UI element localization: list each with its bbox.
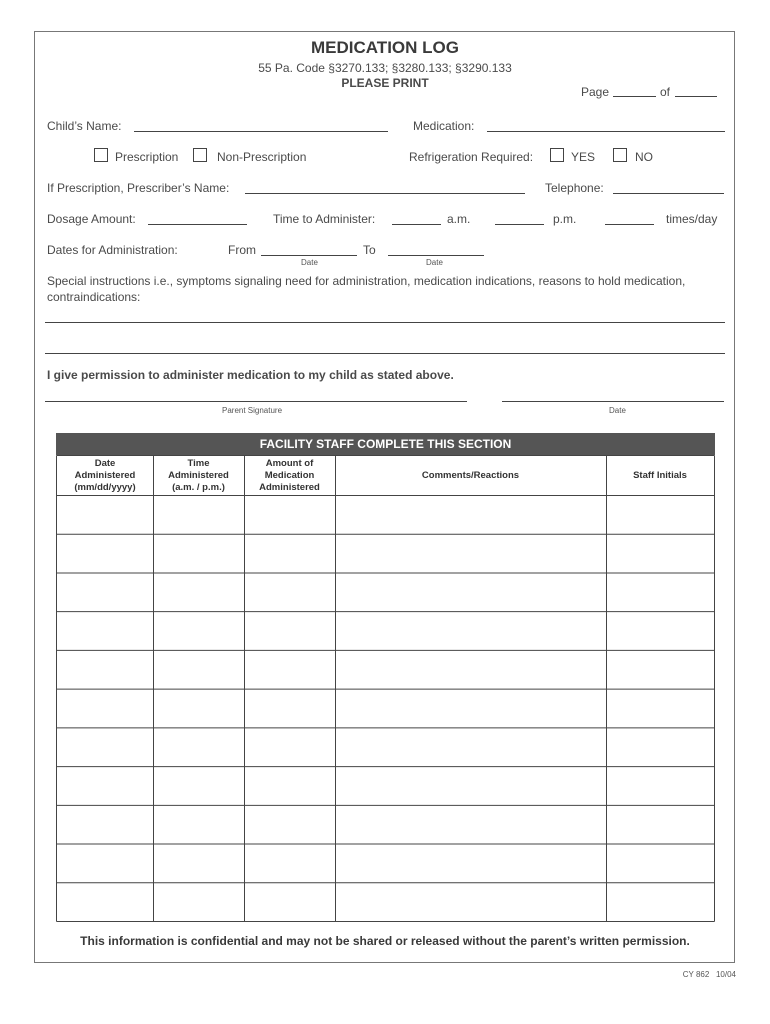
yes-label: YES xyxy=(571,150,596,164)
signature-date-label: Date xyxy=(609,406,626,415)
form-title: MEDICATION LOG xyxy=(311,38,459,57)
facility-section-header: FACILITY STAFF COMPLETE THIS SECTION xyxy=(56,433,715,455)
col-amount-header: Amount of Medication Administered xyxy=(259,457,320,493)
medication-label: Medication: xyxy=(413,119,475,133)
col-initials-header: Staff Initials xyxy=(633,469,687,481)
am-label: a.m. xyxy=(447,212,471,226)
refrigeration-label: Refrigeration Required: xyxy=(409,150,534,164)
to-label: To xyxy=(363,243,376,257)
special-instructions-line1: Special instructions i.e., symptoms signaling need for administration, medication indications, reasons to hold medication, xyxy=(47,274,686,288)
prescriber-label: If Prescription, Prescriber’s Name: xyxy=(47,181,230,195)
from-label: From xyxy=(228,243,256,257)
to-date-sublabel: Date xyxy=(426,258,443,267)
time-admin-label: Time to Administer: xyxy=(273,212,376,226)
col-time-header: Time Administered (a.m. / p.m.) xyxy=(168,457,229,493)
page-label: Page xyxy=(581,85,610,99)
pm-label: p.m. xyxy=(553,212,577,226)
please-print: PLEASE PRINT xyxy=(341,76,429,90)
parent-signature-label: Parent Signature xyxy=(222,406,283,415)
col-date-header: Date Administered (mm/dd/yyyy) xyxy=(74,457,136,493)
regulation-code: 55 Pa. Code §3270.133; §3280.133; §3290.133 xyxy=(258,61,512,75)
prescription-label: Prescription xyxy=(115,150,179,164)
from-date-sublabel: Date xyxy=(301,258,318,267)
non-prescription-label: Non-Prescription xyxy=(217,150,307,164)
times-per-day-label: times/day xyxy=(666,212,718,226)
of-label: of xyxy=(660,85,671,99)
special-instructions-line2: contraindications: xyxy=(47,290,141,304)
telephone-label: Telephone: xyxy=(545,181,604,195)
form-id: CY 862 10/04 xyxy=(682,970,736,979)
dates-admin-label: Dates for Administration: xyxy=(47,243,178,257)
no-label: NO xyxy=(635,150,653,164)
dosage-label: Dosage Amount: xyxy=(47,212,136,226)
confidentiality-notice: This information is confidential and may not be shared or released without the parent’s written permission. xyxy=(80,934,690,948)
col-comments-header: Comments/Reactions xyxy=(421,469,520,481)
childs-name-label: Child’s Name: xyxy=(47,119,122,133)
permission-statement: I give permission to administer medication to my child as stated above. xyxy=(47,368,454,382)
